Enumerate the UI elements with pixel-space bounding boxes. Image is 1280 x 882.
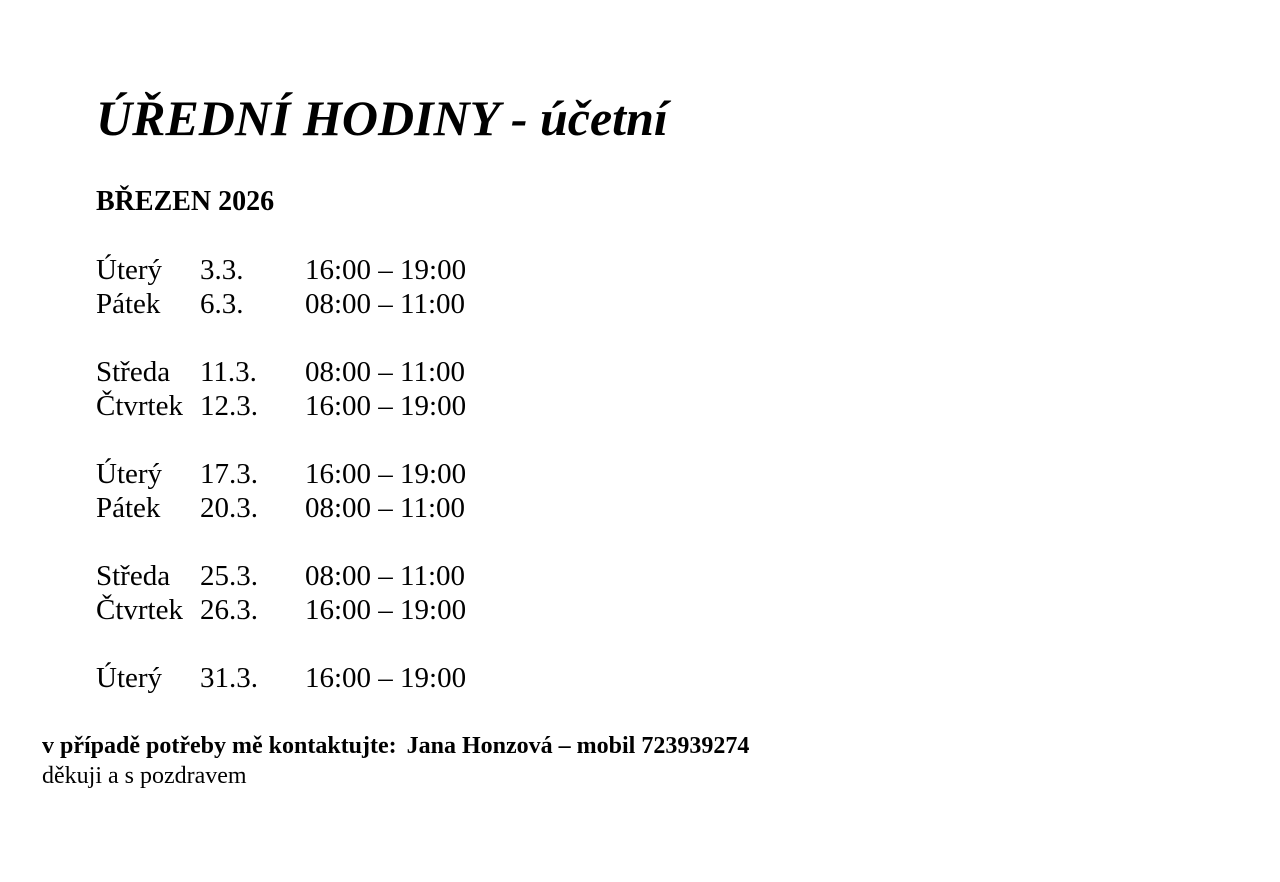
schedule-row: [96, 491, 516, 525]
schedule-row: [96, 593, 516, 627]
schedule-row: [96, 661, 516, 695]
schedule-time: 16:00 – 19:00: [305, 662, 467, 694]
contact-line: [42, 731, 749, 761]
schedule-time: 08:00 – 11:00: [305, 492, 466, 524]
schedule-day: Čtvrtek: [96, 594, 183, 626]
schedule-day: Úterý: [96, 254, 163, 286]
schedule-time: 16:00 – 19:00: [305, 458, 467, 490]
month-heading: BŘEZEN 2026: [96, 186, 275, 217]
schedule-date: 11.3.: [200, 356, 257, 388]
schedule-row: [96, 253, 516, 287]
schedule-day: Středa: [96, 356, 171, 388]
schedule-time: 16:00 – 19:00: [305, 254, 467, 286]
schedule-date: 31.3.: [200, 662, 258, 694]
schedule-date: 17.3.: [200, 458, 258, 490]
contact-prefix: v případě potřeby mě kontaktujte:: [42, 733, 397, 759]
schedule-date: 25.3.: [200, 560, 258, 592]
schedule-day: Čtvrtek: [96, 390, 183, 422]
schedule-row: [96, 355, 516, 389]
schedule-date: 20.3.: [200, 492, 258, 524]
schedule-day: Pátek: [96, 288, 161, 320]
schedule-time: 08:00 – 11:00: [305, 560, 466, 592]
schedule-time: 16:00 – 19:00: [305, 594, 467, 626]
closing-greeting: děkuji a s pozdravem: [42, 763, 247, 789]
schedule-date: 26.3.: [200, 594, 258, 626]
schedule-day: Úterý: [96, 662, 163, 694]
schedule-day: Úterý: [96, 458, 163, 490]
schedule-date: 12.3.: [200, 390, 258, 422]
contact-details: Jana Honzová – mobil 723939274: [406, 733, 750, 759]
schedule-day: Pátek: [96, 492, 161, 524]
document-title: ÚŘEDNÍ HODINY - účetní: [96, 90, 668, 146]
schedule-row: [96, 389, 516, 423]
schedule-date: 3.3.: [200, 254, 244, 286]
schedule-day: Středa: [96, 560, 171, 592]
schedule-time: 16:00 – 19:00: [305, 390, 467, 422]
schedule-time: 08:00 – 11:00: [305, 288, 466, 320]
schedule-time: 08:00 – 11:00: [305, 356, 466, 388]
schedule-row: [96, 559, 516, 593]
schedule-row: [96, 457, 516, 491]
schedule-row: [96, 287, 516, 321]
schedule-date: 6.3.: [200, 288, 244, 320]
office-hours-schedule: [96, 253, 516, 695]
